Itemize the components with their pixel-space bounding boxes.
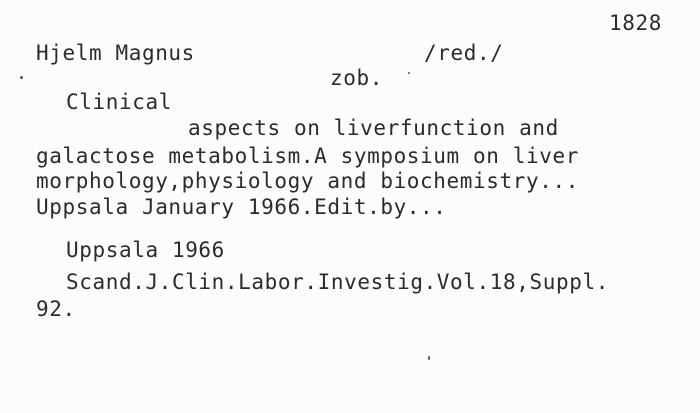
imprint-supplement: 92. — [36, 297, 76, 321]
title-line-5: Uppsala January 1966.Edit.by... — [36, 195, 447, 219]
title-line-2: aspects on liverfunction and — [188, 116, 559, 140]
card-number: 1828 — [609, 11, 662, 35]
title-line-1: Clinical — [66, 90, 172, 114]
ink-speck — [20, 76, 23, 79]
location-code: zob. — [330, 66, 383, 90]
ink-speck — [428, 356, 430, 360]
imprint-place-year: Uppsala 1966 — [66, 238, 225, 262]
ink-speck — [408, 72, 410, 74]
author-name: Hjelm Magnus — [36, 41, 195, 65]
title-line-4: morphology,physiology and biochemistry... — [36, 169, 579, 193]
imprint-series: Scand.J.Clin.Labor.Investig.Vol.18,Suppl. — [66, 270, 609, 294]
title-line-3: galactose metabolism.A symposium on liver — [36, 144, 579, 168]
editor-role: /red./ — [424, 41, 504, 65]
